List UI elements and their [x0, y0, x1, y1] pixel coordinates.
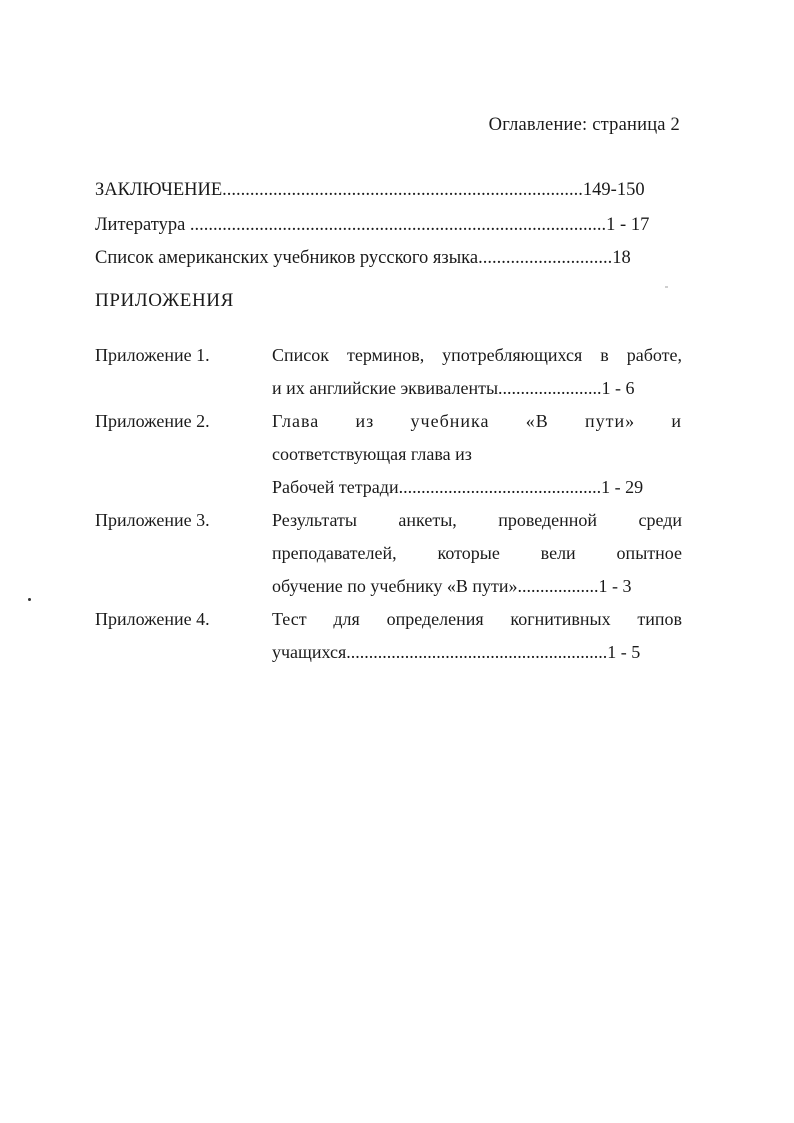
toc-entry-conclusion: ЗАКЛЮЧЕНИЕ..............................................................................149-150: [95, 180, 645, 200]
scan-mark: [665, 286, 668, 288]
appendix-1-line-1: Список терминов, употребляющихся в работе,: [272, 345, 682, 365]
appendix-1-label: Приложение 1.: [95, 345, 210, 365]
appendix-4-line-1: Тест для определения когнитивных типов: [272, 609, 682, 629]
toc-entry-textbooks: Список американских учебников русского языка.............................18: [95, 248, 631, 268]
appendix-3-line-2: преподавателей, которые вели опытное: [272, 543, 682, 563]
appendix-2-line-1: Глава из учебника «В пути» и: [272, 411, 682, 431]
appendix-3-label: Приложение 3.: [95, 510, 210, 530]
appendix-4-line-2: учащихся..........................................................1 - 5: [272, 642, 641, 662]
appendix-2-label: Приложение 2.: [95, 411, 210, 431]
scan-speck: [28, 598, 31, 601]
appendix-4-label: Приложение 4.: [95, 609, 210, 629]
appendix-1-line-2: и их английские эквиваленты.......................1 - 6: [272, 378, 635, 398]
appendix-3-line-3: обучение по учебнику «В пути»..................1 - 3: [272, 576, 632, 596]
page-header: Оглавление: страница 2: [488, 115, 680, 135]
appendices-heading: ПРИЛОЖЕНИЯ: [95, 290, 234, 311]
appendix-2-line-2: соответствующая глава из: [272, 444, 472, 464]
toc-entry-literature: Литература ..........................................................................................1 - 17: [95, 215, 650, 235]
appendix-3-line-1: Результаты анкеты, проведенной среди: [272, 510, 682, 530]
appendix-2-line-3: Рабочей тетради.............................................1 - 29: [272, 477, 644, 497]
